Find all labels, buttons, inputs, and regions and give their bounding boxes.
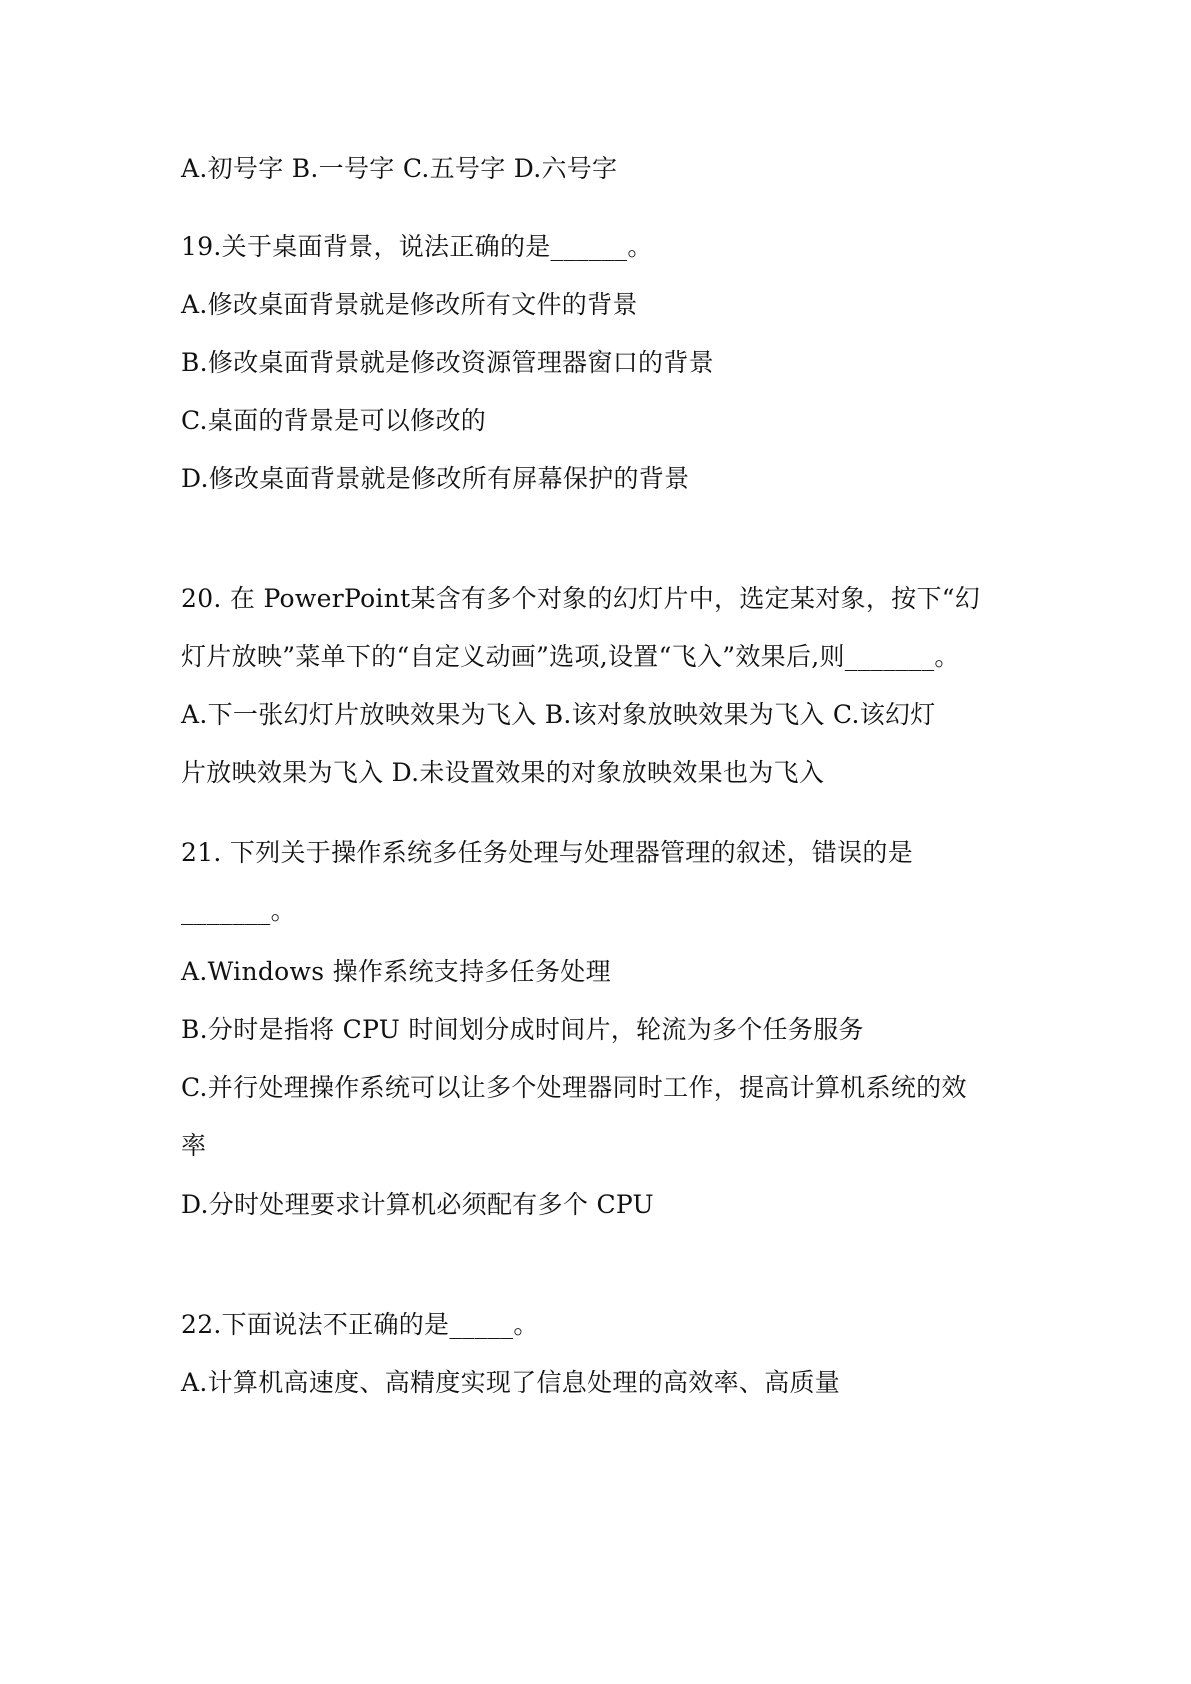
q21-question-line2: _______。	[181, 896, 296, 925]
q18-options: A.初号字 B.一号字 C.五号字 D.六号字	[181, 154, 618, 183]
q21-option-c-line1: C.并行处理操作系统可以让多个处理器同时工作，提高计算机系统的效	[181, 1073, 967, 1102]
q19-option-d: D.修改桌面背景就是修改所有屏幕保护的背景	[181, 464, 690, 493]
q21-question-line1: 21. 下列关于操作系统多任务处理与处理器管理的叙述，错误的是	[181, 838, 914, 867]
q20-options-line1: A.下一张幻灯片放映效果为飞入 B.该对象放映效果为飞入 C.该幻灯	[181, 700, 936, 729]
q19-question: 19.关于桌面背景，说法正确的是______。	[181, 232, 653, 261]
q20-question-line1: 20. 在 PowerPoint某含有多个对象的幻灯片中，选定某对象，按下“幻	[181, 584, 981, 613]
q19-option-b: B.修改桌面背景就是修改资源管理器窗口的背景	[181, 348, 714, 377]
q21-option-b: B.分时是指将 CPU 时间划分成时间片，轮流为多个任务服务	[181, 1015, 864, 1044]
q20-options-line2: 片放映效果为飞入 D.未设置效果的对象放映效果也为飞入	[181, 758, 825, 787]
q22-question: 22.下面说法不正确的是_____。	[181, 1310, 539, 1339]
q19-option-c: C.桌面的背景是可以修改的	[181, 406, 487, 435]
q19-option-a: A.修改桌面背景就是修改所有文件的背景	[181, 290, 638, 319]
q22-option-a: A.计算机高速度、高精度实现了信息处理的高效率、高质量	[181, 1368, 841, 1397]
q21-option-c-line2: 率	[181, 1131, 207, 1160]
q21-option-d: D.分时处理要求计算机必须配有多个 CPU	[181, 1190, 654, 1219]
q20-question-line2: 灯片放映”菜单下的“自定义动画”选项,设置“飞入”效果后,则_______。	[181, 642, 960, 671]
q21-option-a: A.Windows 操作系统支持多任务处理	[181, 957, 611, 986]
